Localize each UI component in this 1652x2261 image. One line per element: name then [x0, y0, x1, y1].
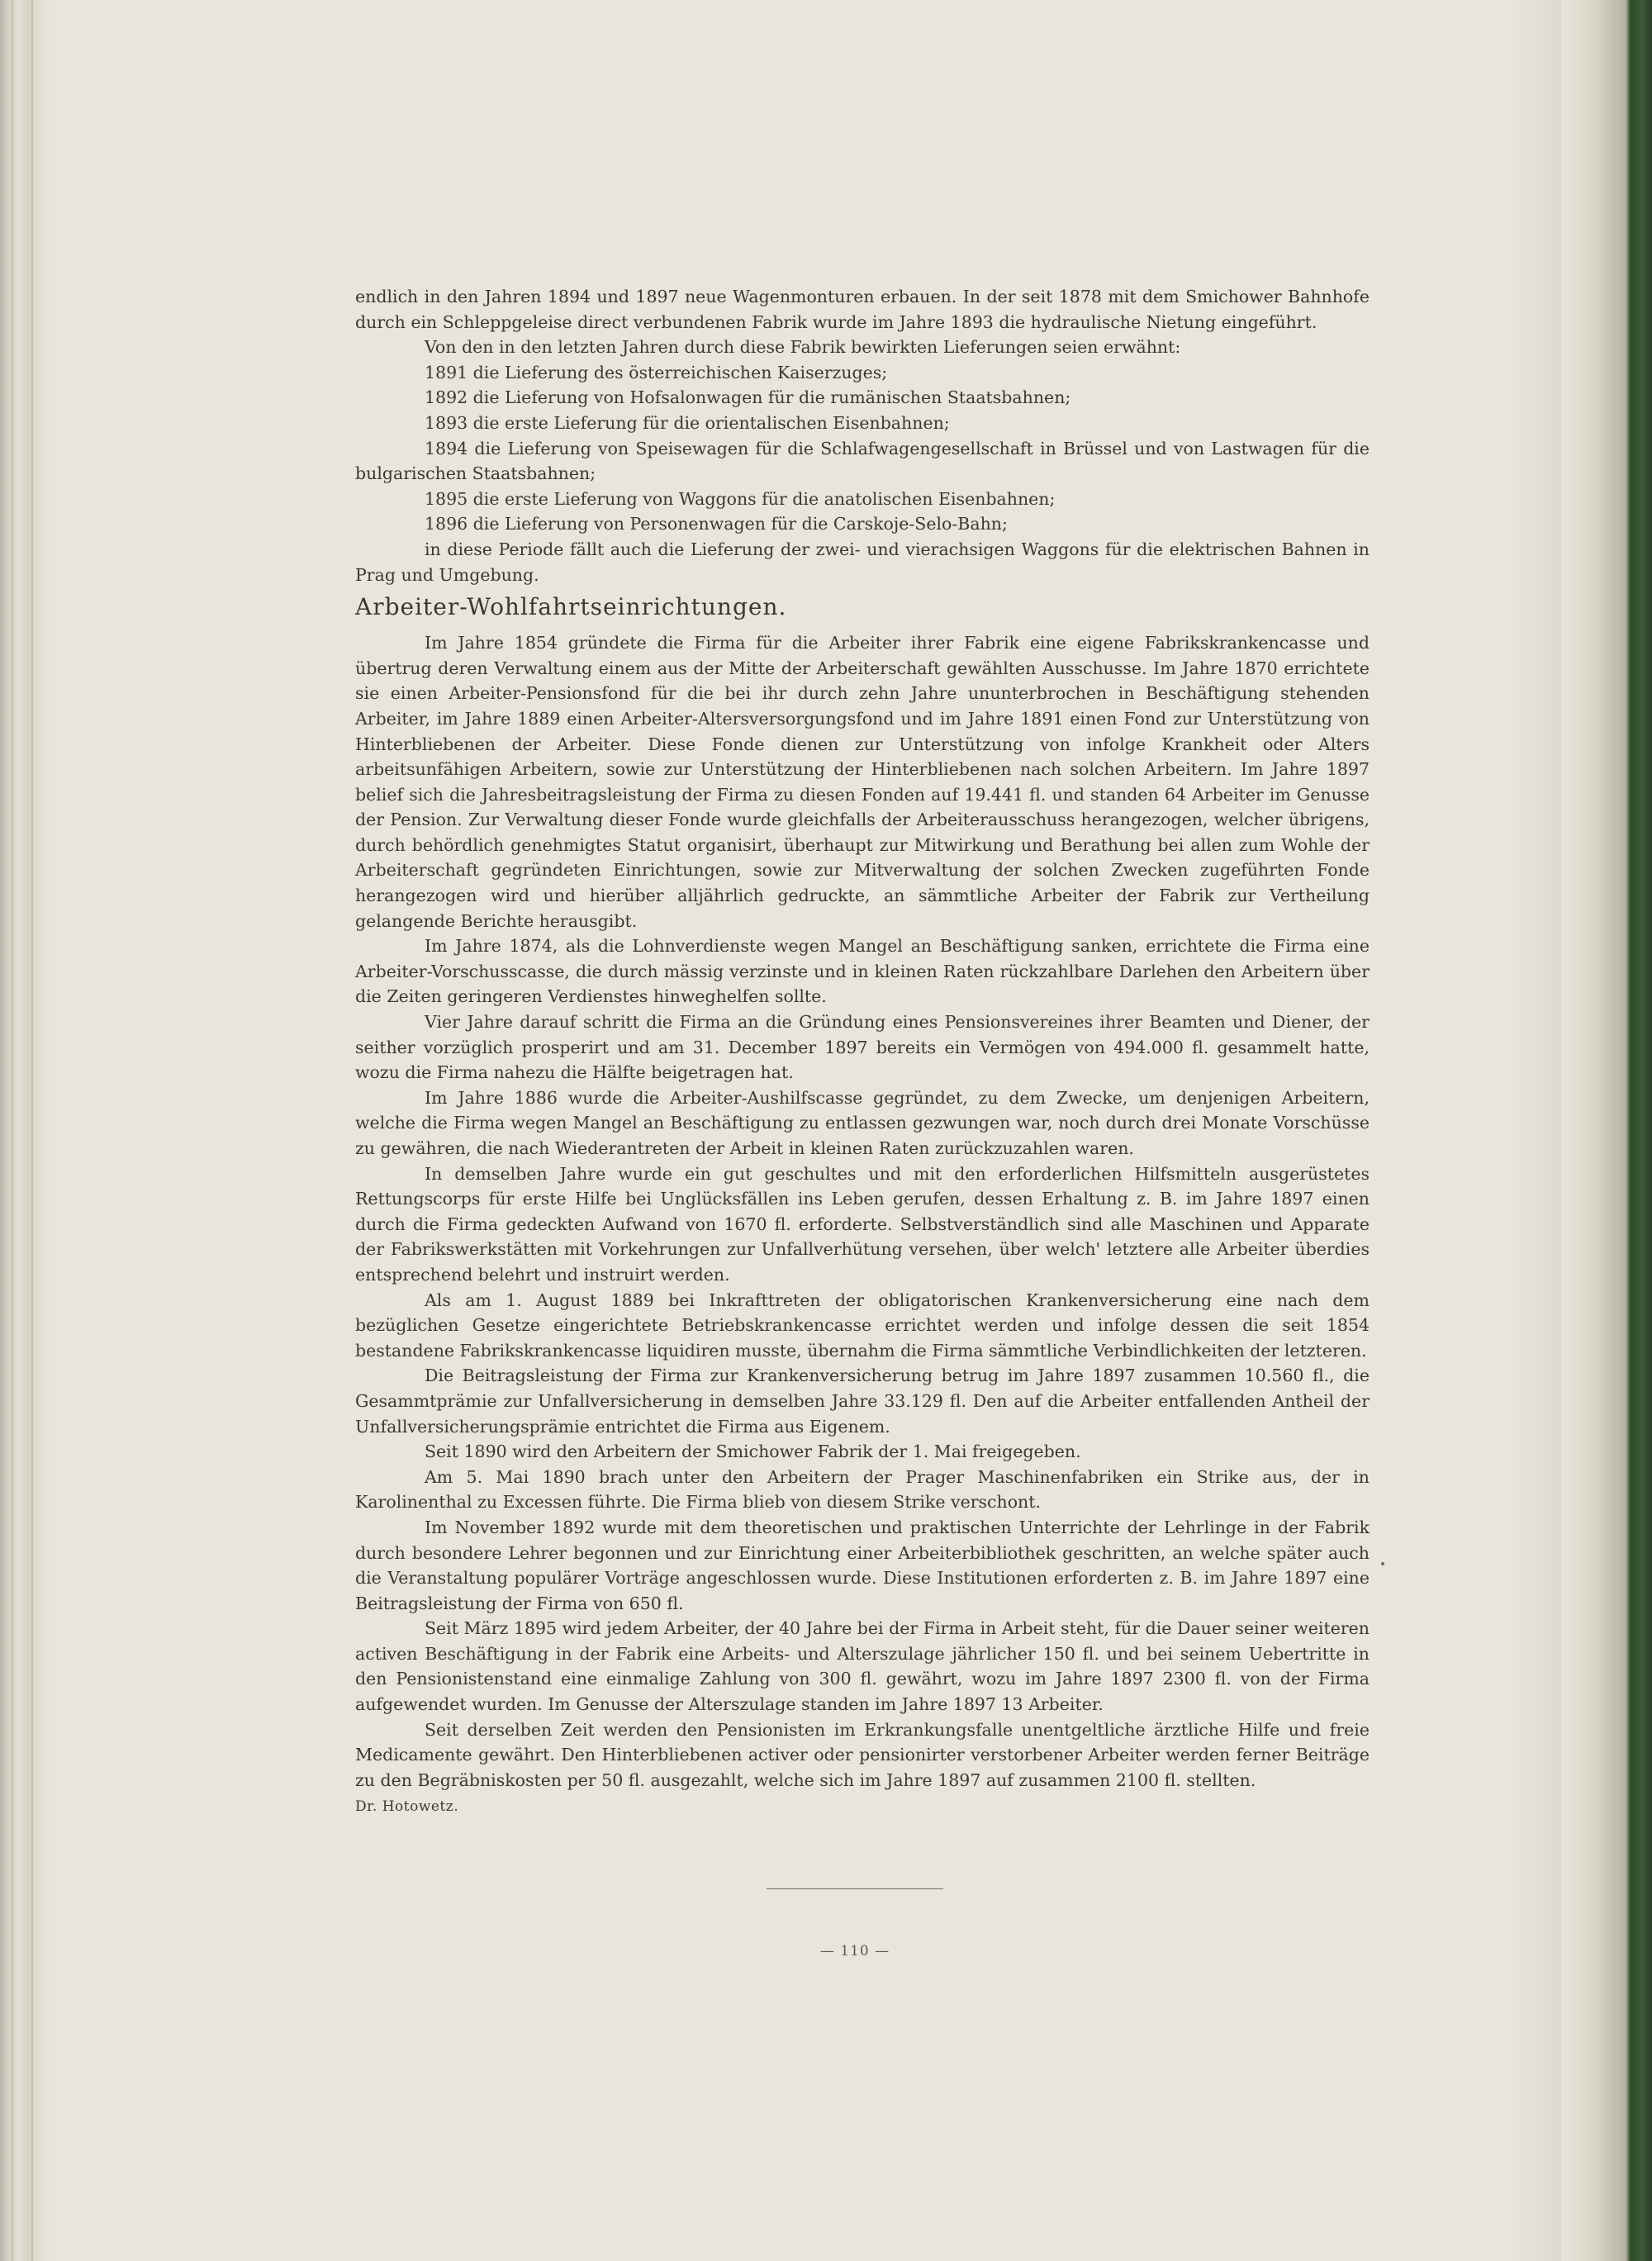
- paragraph: Im Jahre 1854 gründete die Firma für die Arbeiter ihrer Fabrik eine eigene Fabrikskrankencasse und übertrug deren Verwaltung einem aus der Mitte der Arbeiterschaft gewählten Ausschusse. Im Jahre 1870 errichtete sie einen Arbeiter-Pensionsfond für die bei ihr durch zehn Jahre ununterbrochen in Beschäftigung stehenden Arbeiter, im Jahre 1889 einen Arbeiter-Altersversorgungsfond und im Jahre 1891 einen Fond zur Unterstützung von Hinterbliebenen der Arbeiter. Diese Fonde dienen zur Unterstützung von infolge Krankheit oder Alters arbeitsunfähigen Arbeitern, sowie zur Unterstützung der Hinterbliebenen nach solchen Arbeitern. Im Jahre 1897 belief sich die Jahresbeitragsleistung der Firma zu diesen Fonden auf 19.441 fl. und standen 64 Arbeiter im Genusse der Pension. Zur Verwaltung dieser Fonde wurde gleichfalls der Arbeiterausschuss herangezogen, welcher übrigens, durch behördlich genehmigtes Statut organisirt, überhaupt zur Mitwirkung und Berathung bei allen zum Wohle der Arbeiterschaft gegründeten Einrichtungen, sowie zur Mitverwaltung der solchen Zwecken zugeführten Fonde herangezogen wird und hierüber alljährlich gedruckte, an sämmtliche Arbeiter der Fabrik zur Vertheilung gelangende Berichte herausgibt.: [355, 633, 1370, 931]
- paragraph: Im Jahre 1874, als die Lohnverdienste wegen Mangel an Beschäftigung sanken, errichtete die Firma eine Arbeiter-Vorschusscasse, die durch mässig verzinste und in kleinen Raten rückzahlbare Darlehen den Arbeitern über die Zeiten geringeren Verdienstes hinweghelfen sollte.: [355, 936, 1370, 1007]
- paragraph: Seit derselben Zeit werden den Pensionisten im Erkrankungsfalle unentgeltliche ärztliche Hilfe und freie Medicamente gewährt. Den Hinterbliebenen activer oder pensionirter verstorbener Arbeiter werden ferner Beiträge zu den Begräbniskosten per 50 fl. ausgezahlt, welche sich im Jahre 1897 auf zusammen 2100 fl. stellten.: [355, 1719, 1370, 1790]
- list-item: 1893 die erste Lieferung für die orientalischen Eisenbahnen;: [425, 412, 950, 433]
- list-item: 1894 die Lieferung von Speisewagen für die Schlafwagengesellschaft in Brüssel und von Lastwagen für die bulgarischen Staatsbahnen;: [355, 438, 1370, 484]
- page-edge-line: [31, 0, 33, 2261]
- paragraph: Die Beitragsleistung der Firma zur Krankenversicherung betrug im Jahre 1897 zusammen 10.560 fl., die Gesammtprämie zur Unfallversicherung in demselben Jahre 33.129 fl. Den auf die Arbeiter entfallenden Antheil der Unfallversicherungsprämie entrichtet die Firma aus Eigenem.: [355, 1366, 1370, 1437]
- paragraph: endlich in den Jahren 1894 und 1897 neue Wagenmonturen erbauen. In der seit 1878 mit dem Smichower Bahnhofe durch ein Schleppgeleise direct verbundenen Fabrik wurde im Jahre 1893 die hydraulische Nietung eingeführt.: [355, 287, 1370, 332]
- list-item: 1895 die erste Lieferung von Waggons für die anatolischen Eisenbahnen;: [425, 488, 1056, 509]
- ink-speck: [1381, 1562, 1384, 1565]
- paragraph: Als am 1. August 1889 bei Inkrafttreten der obligatorischen Krankenversicherung eine nach dem bezüglichen Gesetze eingerichtete Betriebskrankencasse errichtet werden und infolge dessen die seit 1854 bestandene Fabrikskrankencasse liquidiren musste, übernahm die Firma sämmtliche Verbindlichkeiten der letzteren.: [355, 1290, 1370, 1361]
- paragraph: Im Jahre 1886 wurde die Arbeiter-Aushilfscasse gegründet, zu dem Zwecke, um denjenigen Arbeitern, welche die Firma wegen Mangel an Beschäftigung zu entlassen gezwungen war, noch durch drei Monate Vorschüsse zu gewähren, die nach Wiederantreten der Arbeit in kleinen Raten zurückzuzahlen waren.: [355, 1087, 1370, 1158]
- text-block: [355, 284, 1370, 1820]
- list-item: 1891 die Lieferung des österreichischen Kaiserzuges;: [425, 362, 888, 382]
- paragraph: Seit 1890 wird den Arbeitern der Smichower Fabrik der 1. Mai freigegeben.: [425, 1442, 1081, 1462]
- paragraph: Am 5. Mai 1890 brach unter den Arbeitern der Prager Maschinenfabriken ein Strike aus, der in Karolinenthal zu Excessen führte. Die Firma blieb von diesem Strike verschont.: [355, 1466, 1370, 1513]
- binding-edge-left: [0, 0, 58, 2261]
- paragraph: Im November 1892 wurde mit dem theoretischen und praktischen Unterrichte der Lehrlinge in der Fabrik durch besondere Lehrer begonnen und zur Einrichtung einer Arbeiterbibliothek geschritten, an welche später auch die Veranstaltung populärer Vorträge angeschlossen wurde. Diese Institutionen erforderten z. B. im Jahre 1897 eine Beitragsleistung der Firma von 650 fl.: [355, 1517, 1370, 1613]
- book-cover-edge-right: [1561, 0, 1652, 2261]
- list-item: 1896 die Lieferung von Personenwagen für die Carskoje-Selo-Bahn;: [425, 514, 1008, 534]
- end-rule: [767, 1888, 943, 1889]
- author-signature: Dr. Hotowetz.: [355, 1798, 459, 1816]
- paragraph: Vier Jahre darauf schritt die Firma an die Gründung eines Pensionsvereines ihrer Beamten und Diener, der seither vorzüglich prosperirt und am 31. December 1897 bereits ein Vermögen von 494.000 fl. gesammelt hatte, wozu die Firma nahezu die Hälfte beigetragen hat.: [355, 1012, 1370, 1083]
- section-heading: Arbeiter-Wohlfahrtseinrichtungen.: [355, 593, 787, 621]
- list-item: 1892 die Lieferung von Hofsalonwagen für die rumänischen Staatsbahnen;: [425, 387, 1071, 408]
- list-item: in diese Periode fällt auch die Lieferung der zwei- und vierachsigen Waggons für die elektrischen Bahnen in Prag und Umgebung.: [355, 539, 1370, 585]
- gutter-shade: [1512, 0, 1561, 2261]
- page-number: — 110 —: [819, 1943, 890, 1959]
- paragraph: Von den in den letzten Jahren durch diese Fabrik bewirkten Lieferungen seien erwähnt:: [425, 337, 1181, 358]
- paragraph: Seit März 1895 wird jedem Arbeiter, der 40 Jahre bei der Firma in Arbeit steht, für die Dauer seiner weiteren activen Beschäftigung in der Fabrik eine Arbeits- und Alterszulage jährlicher 150 fl. und bei seinem Uebertritte in den Pensionistenstand eine einmalige Zahlung von 300 fl. gewährt, wozu im Jahre 1897 2300 fl. von der Firma aufgewendet wurden. Im Genusse der Alterszulage standen im Jahre 1897 13 Arbeiter.: [355, 1618, 1370, 1715]
- paragraph: In demselben Jahre wurde ein gut geschultes und mit den erforderlichen Hilfsmitteln ausgerüstetes Rettungscorps für erste Hilfe bei Unglücksfällen ins Leben gerufen, dessen Erhaltung z. B. im Jahre 1897 einen durch die Firma gedeckten Aufwand von 1670 fl. erforderte. Selbstverständlich sind alle Maschinen und Apparate der Fabrikswerkstätten mit Vorkehrungen zur Unfallverhütung versehen, über welch' letztere alle Arbeiter überdies entsprechend belehrt und instruirt werden.: [355, 1163, 1370, 1285]
- page-edge-line: [12, 0, 13, 2261]
